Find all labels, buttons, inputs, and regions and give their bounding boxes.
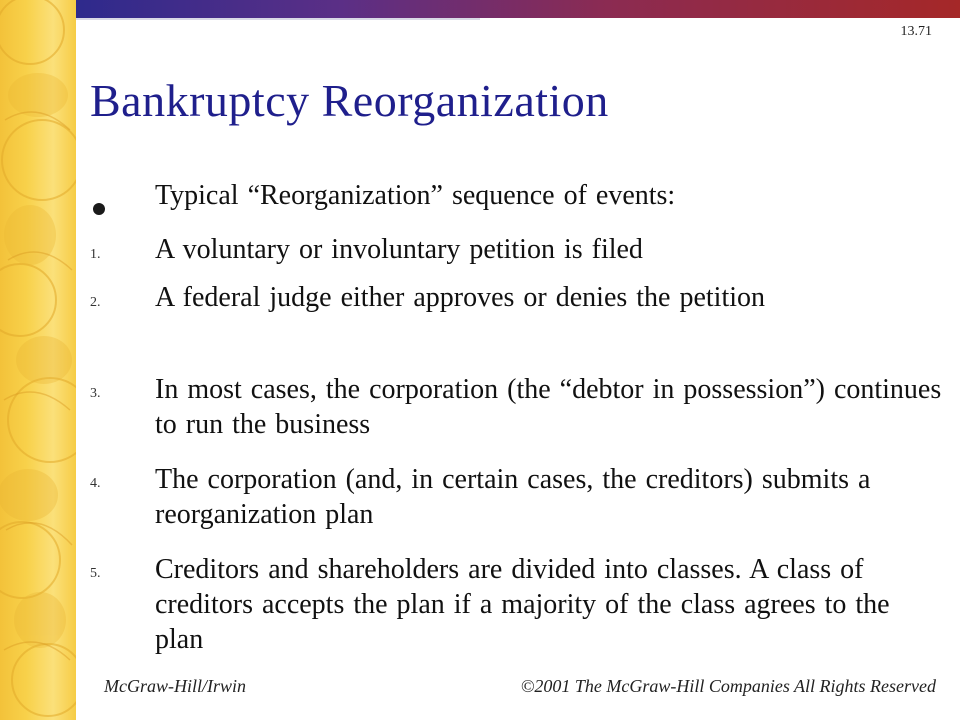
slide-number: 13.71 [900,24,932,39]
footer-publisher: McGraw-Hill/Irwin [104,676,246,696]
top-gradient-bar [76,0,960,18]
step-text: Creditors and shareholders are divided into classes. A class of creditors accepts the plan if a majority of the class agrees to the plan [155,554,890,655]
footer-copyright: ©2001 The McGraw-Hill Companies All Rights Reserved [520,676,936,696]
step-number: 2. [90,295,101,310]
decorative-sidebar [0,0,76,720]
step-number: 3. [90,386,101,401]
bullet-dot-icon [93,203,105,215]
top-bar-underline [76,18,480,20]
step-number: 5. [90,566,101,581]
step-text: A federal judge either approves or denies the petition [155,282,766,313]
slide-title: Bankruptcy Reorganization [90,75,609,126]
step-number: 1. [90,247,101,262]
step-number: 4. [90,476,101,491]
step-text: In most cases, the corporation (the “debtor in possession”) continues to run the business [155,374,942,440]
step-text: A voluntary or involuntary petition is filed [155,234,643,265]
intro-bullet-text: Typical “Reorganization” sequence of events: [155,180,676,211]
coins-pattern-graphic [0,0,76,720]
step-text: The corporation (and, in certain cases, the creditors) submits a reorganization plan [155,464,871,530]
